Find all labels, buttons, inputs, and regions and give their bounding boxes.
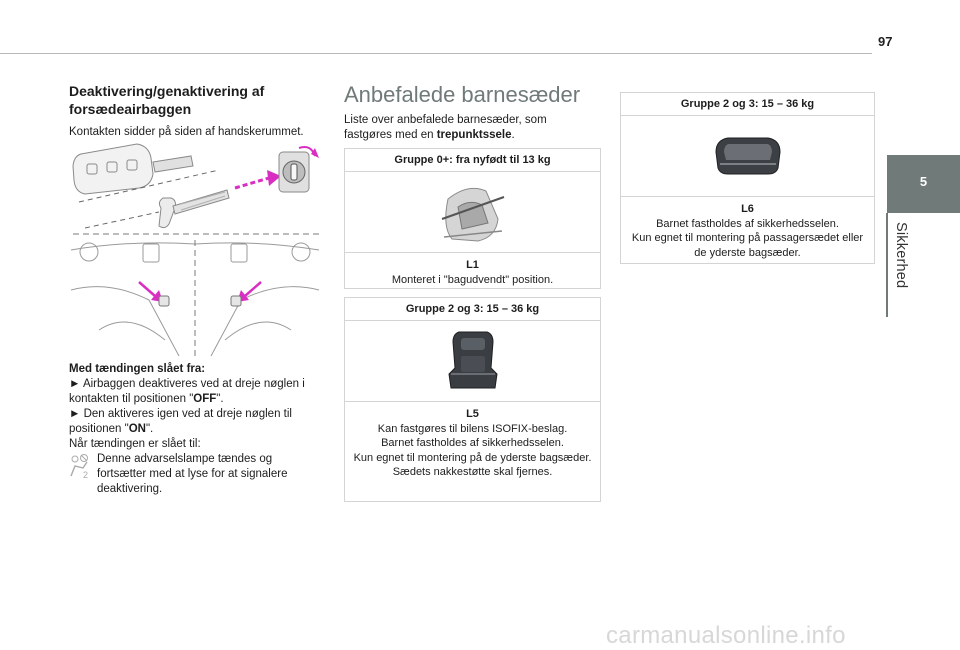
ignition-off-label: Med tændingen slået fra:	[69, 363, 206, 375]
child-seats-title: Anbefalede barnesæder	[344, 82, 581, 107]
seat-desc	[345, 402, 600, 485]
chapter-side-bar	[886, 213, 888, 317]
child-seats-intro	[344, 113, 594, 143]
seat-line: Barnet fastholdes af sikkerhedsselen.	[656, 217, 839, 230]
rear-facing-seat-image	[438, 179, 508, 245]
step1-text: ► Airbaggen deaktiveres ved at dreje nøglen i kontakten til positionen "	[69, 378, 305, 405]
seat-code: L6	[741, 203, 754, 215]
step2-end: ".	[145, 423, 154, 435]
seat-group: Gruppe 2 og 3: 15 – 36 kg	[621, 93, 874, 116]
airbag-instructions	[69, 362, 321, 497]
page-number: 97	[878, 34, 893, 49]
booster-cushion-image	[712, 134, 784, 178]
header-rule	[0, 53, 872, 54]
chapter-title: Sikkerhed	[893, 222, 909, 289]
seat-card-l5	[344, 297, 601, 502]
intro-end: .	[511, 129, 515, 141]
svg-text:2: 2	[83, 470, 89, 480]
booster-seat-with-back-image	[443, 328, 503, 394]
step1-end: ".	[216, 393, 224, 405]
intro-text: Liste over anbefalede barnesæder, som fastgøres med en	[344, 114, 547, 141]
seat-card-l6	[620, 92, 875, 264]
seat-line: Kun egnet til montering på passagersædet eller de yderste bagsæder.	[631, 232, 864, 259]
section-heading: Deaktivering/genaktivering af forsædeairbaggen	[69, 83, 265, 117]
section-intro: Kontakten sidder på siden af handskerummet.	[69, 126, 304, 138]
chapter-tab[interactable]	[887, 155, 960, 213]
seat-desc	[621, 197, 874, 265]
off-label: OFF	[193, 393, 217, 405]
seat-code: L5	[466, 408, 479, 420]
seat-image-cell	[345, 172, 600, 253]
seat-group: Gruppe 0+: fra nyfødt til 13 kg	[345, 149, 600, 172]
seat-group: Gruppe 2 og 3: 15 – 36 kg	[345, 298, 600, 321]
warning-lamp-text: Denne advarselslampe tændes og fortsætter med at lyse for at signalere deaktivering.	[97, 453, 288, 495]
seat-line: Sædets nakkestøtte skal fjernes.	[392, 466, 553, 478]
intro-bold: trepunktssele	[436, 129, 512, 141]
seat-image-cell	[621, 116, 874, 197]
seat-code: L1	[466, 259, 479, 271]
watermark: carmanualsonline.info	[606, 622, 846, 649]
seat-desc	[345, 253, 600, 292]
ignition-on-line: Når tændingen er slået til:	[69, 438, 201, 450]
step-reactivate	[69, 407, 321, 437]
step-deactivate	[69, 377, 321, 407]
seat-line: Barnet fastholdes af sikkerhedsselen.	[381, 437, 564, 449]
warning-lamp-note	[69, 452, 321, 497]
seat-line: Kan fastgøres til bilens ISOFIX-beslag.	[377, 422, 568, 435]
chapter-number: 5	[919, 174, 928, 189]
airbag-section	[69, 82, 321, 140]
seat-image-cell	[345, 321, 600, 402]
airbag-key-switch-illustration	[69, 140, 321, 358]
on-label: ON	[128, 423, 146, 435]
seat-card-l1	[344, 148, 601, 289]
seat-line: Monteret i "bagudvendt" position.	[391, 273, 554, 286]
airbag-off-warning-icon	[69, 454, 91, 480]
step2-text: ► Den aktiveres igen ved at dreje nøglen til positionen "	[69, 408, 292, 435]
seat-line: Kun egnet til montering på de yderste bagsæder.	[353, 451, 592, 464]
